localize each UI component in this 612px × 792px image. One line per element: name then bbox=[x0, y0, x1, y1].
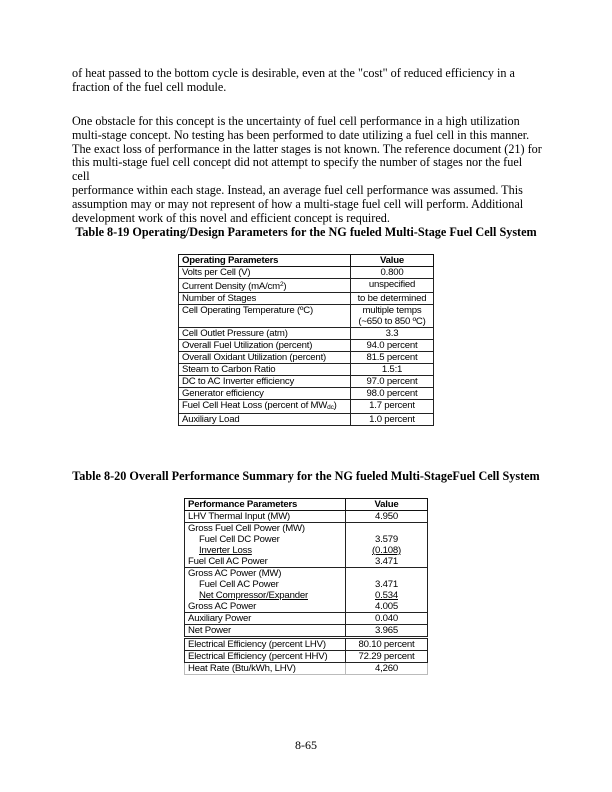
superscript: 2 bbox=[279, 281, 284, 288]
param-cell: Volts per Cell (V) bbox=[179, 267, 351, 279]
table-row bbox=[179, 388, 434, 400]
param-cell: LHV Thermal Input (MW) bbox=[185, 511, 346, 523]
param-text: Fuel Cell Heat Loss (percent of MW bbox=[182, 400, 328, 411]
param-text-after: ) bbox=[283, 281, 287, 292]
text-line: performance within each stage. Instead, an average fuel cell performance was assumed. This bbox=[72, 182, 523, 197]
paragraph-2 bbox=[72, 115, 542, 225]
table-row bbox=[179, 400, 434, 414]
value-cell: 3.965 bbox=[346, 625, 428, 638]
param-cell: Steam to Carbon Ratio bbox=[179, 364, 351, 376]
total-label: Fuel Cell AC Power bbox=[188, 556, 268, 567]
value-line-2: (~650 to 850 ºC) bbox=[358, 316, 426, 327]
param-cell: Electrical Efficiency (percent HHV) bbox=[185, 651, 346, 663]
param-cell bbox=[185, 523, 346, 568]
param-cell: Cell Operating Temperature (ºC) bbox=[179, 305, 351, 328]
value-cell: 4,260 bbox=[346, 663, 428, 675]
item-label: Net Compressor/Expander bbox=[199, 590, 308, 601]
param-cell: DC to AC Inverter efficiency bbox=[179, 376, 351, 388]
table-row bbox=[185, 625, 428, 638]
operating-parameters-table bbox=[178, 254, 434, 426]
value-cell: 3.3 bbox=[351, 328, 434, 340]
performance-summary-table bbox=[184, 498, 428, 675]
param-text: Current Density (mA/cm bbox=[182, 281, 280, 292]
param-cell: Net Power bbox=[185, 625, 346, 638]
item-label: Fuel Cell DC Power bbox=[199, 534, 280, 545]
text-line: of heat passed to the bottom cycle is desirable, even at the "cost" of reduced efficiency in a bbox=[72, 66, 515, 80]
table-row bbox=[179, 305, 434, 328]
table-row bbox=[179, 352, 434, 364]
value-cell: 81.5 percent bbox=[351, 352, 434, 364]
subscript: dc bbox=[327, 404, 334, 411]
paragraph-1 bbox=[72, 67, 542, 95]
table-8-19-caption: Table 8-19 Operating/Design Parameters for the NG fueled Multi-Stage Fuel Cell System bbox=[75, 225, 537, 239]
value-cell bbox=[346, 523, 428, 568]
total-value: 4.005 bbox=[374, 601, 398, 612]
table-row bbox=[179, 414, 434, 426]
value-cell: 1.5:1 bbox=[351, 364, 434, 376]
param-cell: Generator efficiency bbox=[179, 388, 351, 400]
total-label: Gross AC Power bbox=[188, 601, 257, 612]
text-line: assumption may or may not represent of how a multi-stage fuel cell will perform. Additional bbox=[72, 196, 524, 211]
item-value: 3.579 bbox=[374, 534, 398, 545]
item-value: 3.471 bbox=[374, 579, 398, 590]
page-number: 8-65 bbox=[295, 738, 317, 752]
item-label: Fuel Cell AC Power bbox=[199, 579, 279, 590]
param-cell: Number of Stages bbox=[179, 293, 351, 305]
value-cell: 1.0 percent bbox=[351, 414, 434, 426]
table-header-row bbox=[185, 499, 428, 511]
table-row bbox=[179, 279, 434, 293]
text-line: development work of this novel and efficient concept is required. bbox=[72, 210, 390, 225]
value-cell: 72.29 percent bbox=[346, 651, 428, 663]
value-cell bbox=[346, 568, 428, 613]
table-row bbox=[179, 376, 434, 388]
value-cell: 97.0 percent bbox=[351, 376, 434, 388]
param-text-after: ) bbox=[333, 400, 337, 411]
table-header-row bbox=[179, 255, 434, 267]
table-row-group bbox=[185, 568, 428, 613]
table-row bbox=[179, 364, 434, 376]
group-label: Gross AC Power (MW) bbox=[188, 568, 282, 579]
value-cell: 4.950 bbox=[346, 511, 428, 523]
value-cell: 1.7 percent bbox=[351, 400, 434, 414]
header-operating-parameters: Operating Parameters bbox=[179, 255, 351, 267]
value-cell: 0.800 bbox=[351, 267, 434, 279]
param-cell: Heat Rate (Btu/kWh, LHV) bbox=[185, 663, 346, 675]
param-cell: Overall Oxidant Utilization (percent) bbox=[179, 352, 351, 364]
param-cell bbox=[179, 279, 351, 293]
item-value: 0.534 bbox=[374, 590, 398, 601]
table-row bbox=[179, 328, 434, 340]
param-cell: Overall Fuel Utilization (percent) bbox=[179, 340, 351, 352]
header-value: Value bbox=[346, 499, 428, 511]
header-value: Value bbox=[351, 255, 434, 267]
table-row bbox=[185, 511, 428, 523]
text-line: The exact loss of performance in the latter stages is not known. The reference document (21) for bbox=[72, 141, 542, 156]
value-line-1: multiple temps bbox=[362, 305, 422, 316]
text-line: multi-stage concept. No testing has been performed to date utilizing a fuel cell in this manner. bbox=[72, 127, 530, 142]
table-row bbox=[185, 651, 428, 663]
text-line: this multi-stage fuel cell concept did not attempt to specify the number of stages nor the fuel cell bbox=[72, 155, 523, 184]
text-line: fraction of the fuel cell module. bbox=[72, 79, 227, 94]
table-row bbox=[179, 267, 434, 279]
value-cell: unspecified bbox=[351, 279, 434, 293]
value-cell: 0.040 bbox=[346, 613, 428, 625]
table-row bbox=[185, 663, 428, 675]
group-label: Gross Fuel Cell Power (MW) bbox=[188, 523, 305, 534]
param-cell: Electrical Efficiency (percent LHV) bbox=[185, 638, 346, 651]
value-cell: 94.0 percent bbox=[351, 340, 434, 352]
param-cell bbox=[179, 400, 351, 414]
table-row bbox=[185, 638, 428, 651]
table-8-20-caption: Table 8-20 Overall Performance Summary for the NG fueled Multi-StageFuel Cell System bbox=[72, 469, 540, 483]
item-label: Inverter Loss bbox=[199, 545, 252, 556]
table-row bbox=[185, 613, 428, 625]
param-cell bbox=[185, 568, 346, 613]
param-cell: Cell Outlet Pressure (atm) bbox=[179, 328, 351, 340]
header-performance-parameters: Performance Parameters bbox=[185, 499, 346, 511]
item-value: (0.108) bbox=[372, 545, 401, 556]
value-cell: 98.0 percent bbox=[351, 388, 434, 400]
total-value: 3.471 bbox=[374, 556, 398, 567]
text-line: One obstacle for this concept is the uncertainty of fuel cell performance in a high utilization bbox=[72, 114, 520, 128]
table-row bbox=[179, 340, 434, 352]
param-cell: Auxiliary Load bbox=[179, 414, 351, 426]
value-cell: 80.10 percent bbox=[346, 638, 428, 651]
value-cell bbox=[351, 305, 434, 328]
param-cell: Auxiliary Power bbox=[185, 613, 346, 625]
table-row bbox=[179, 293, 434, 305]
table-row-group bbox=[185, 523, 428, 568]
value-cell: to be determined bbox=[351, 293, 434, 305]
